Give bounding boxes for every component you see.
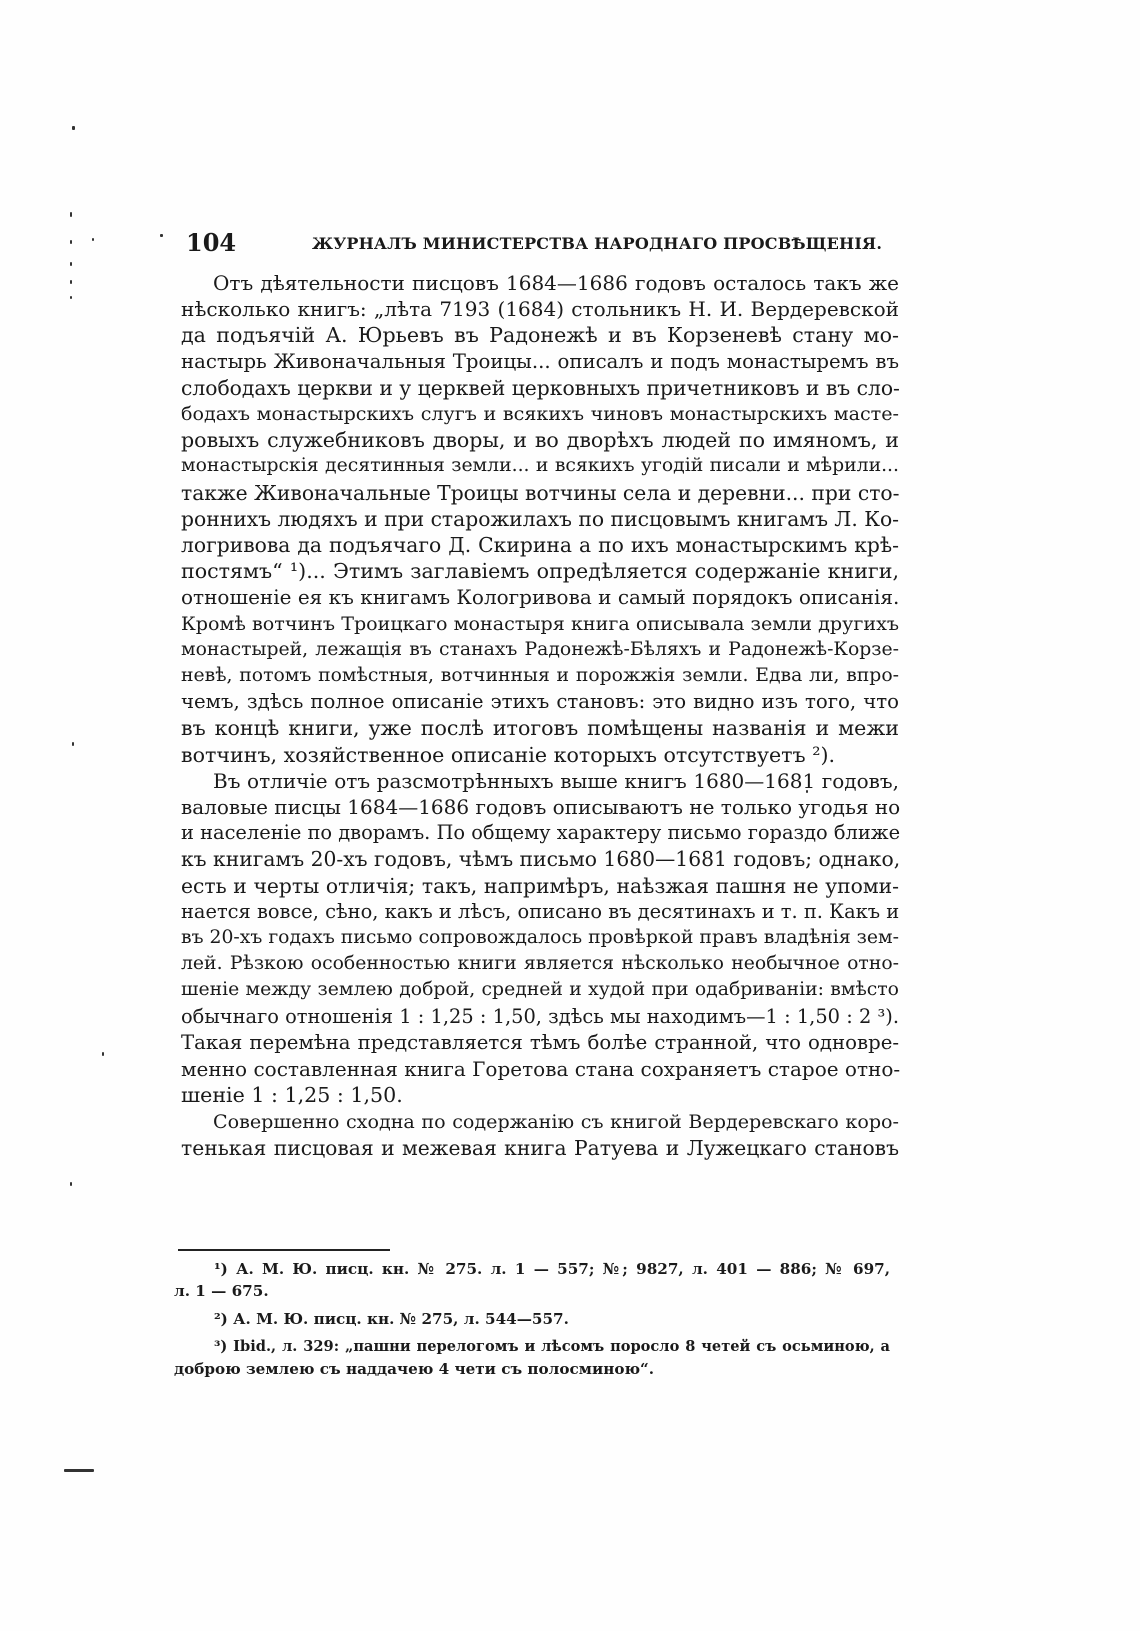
text-line: обычнаго отношенія 1 : 1,25 : 1,50, здѣсь мы находимъ—1 : 1,50 : 2 ³). xyxy=(181,1004,899,1028)
footnote-line: ³) Ibid., л. 329: „пашни перелогомъ и лѣсомъ поросло 8 четей съ осьминою, а xyxy=(214,1338,890,1355)
scan-speck xyxy=(70,1182,72,1186)
scan-speck xyxy=(70,212,72,217)
text-line: монастырей, лежащія въ станахъ Радонежѣ-Бѣляхъ и Радонежѣ-Корзе- xyxy=(181,638,899,660)
footnote-line: ¹) А. М. Ю. писц. кн. № 275. л. 1 — 557; №; 9827, л. 401 — 886; № 697, xyxy=(214,1260,890,1278)
scan-speck xyxy=(70,296,72,299)
scan-speck xyxy=(92,238,94,241)
text-line: валовые писцы 1684—1686 годовъ описываютъ не только угодья но xyxy=(181,795,901,820)
text-line: монастырскія десятинныя земли... и всякихъ угодій писали и мѣрили... xyxy=(181,455,899,477)
text-line: отношеніе ея къ книгамъ Кологривова и самый порядокъ описанія. xyxy=(181,585,900,610)
paragraph xyxy=(181,1109,899,1161)
text-line: лей. Рѣзкою особенностью книги является нѣсколько необычное отно- xyxy=(181,953,899,975)
text-line: есть и черты отличія; такъ, напримѣръ, наѣзжая пашня не упоми- xyxy=(181,873,899,898)
page-header xyxy=(186,228,906,258)
text-line: нѣсколько книгъ: „лѣта 7193 (1684) стольникъ Н. И. Вердеревской xyxy=(181,297,899,322)
body-text xyxy=(181,270,899,1161)
footnotes xyxy=(174,1258,890,1380)
text-line: менно составленная книга Горетова стана сохраняетъ старое отно- xyxy=(181,1057,901,1082)
footnote-line: ²) А. М. Ю. писц. кн. № 275, л. 544—557. xyxy=(214,1310,569,1328)
text-line: Въ отличіе отъ разсмотрѣнныхъ выше книгъ 1680—1681 годовъ, xyxy=(213,768,899,793)
text-line: слободахъ церкви и у церквей церковныхъ причетниковъ и въ сло- xyxy=(181,375,900,400)
text-line: также Живоначальные Троицы вотчины села и деревни... при сто- xyxy=(181,480,900,505)
scan-edge-mark xyxy=(64,1469,94,1472)
text-line: вотчинъ, хозяйственное описаніе которыхъ отсутствуетъ ²). xyxy=(181,742,836,767)
text-line: къ книгамъ 20-хъ годовъ, чѣмъ письмо 1680—1681 годовъ; однако, xyxy=(181,847,901,872)
text-line: чемъ, здѣсь полное описаніе этихъ становъ: это видно изъ того, что xyxy=(181,690,899,714)
text-line: невѣ, потомъ помѣстныя, вотчинныя и порожжія земли. Едва ли, впро- xyxy=(181,665,899,687)
text-line: настырь Живоначальныя Троицы... описалъ и подъ монастыремъ въ xyxy=(181,349,899,373)
text-line: шеніе между землею доброй, средней и худой при одабриваніи: вмѣсто xyxy=(181,979,899,1001)
footnote-line: л. 1 — 675. xyxy=(174,1282,269,1300)
page-number: 104 xyxy=(186,228,237,257)
paragraph xyxy=(181,270,899,768)
text-line: тенькая писцовая и межевая книга Ратуева и Лужецкаго становъ xyxy=(181,1135,899,1160)
text-line: Совершенно сходна по содержанію съ книгой Вердеревскаго коро- xyxy=(213,1109,899,1133)
scan-speck xyxy=(70,240,72,244)
footnote-line: доброю землею съ наддачею 4 чети съ полосминою“. xyxy=(174,1360,655,1378)
text-line: бодахъ монастырскихъ слугъ и всякихъ чиновъ монастырскихъ мастe- xyxy=(181,402,899,426)
text-line: Отъ дѣятельности писцовъ 1684—1686 годовъ осталось такъ же xyxy=(213,271,899,295)
text-line: роннихъ людяхъ и при старожилахъ по писцовымъ книгамъ Л. Ко- xyxy=(181,506,900,531)
scan-speck xyxy=(72,742,74,746)
text-line: да подъячій А. Юрьевъ въ Радонежѣ и въ Корзеневѣ стану мо- xyxy=(181,323,899,348)
text-line: ровыхъ служебниковъ дворы, и во дворѣхъ людей по имяномъ, и xyxy=(181,428,899,453)
scan-speck xyxy=(102,1052,104,1056)
text-line: и населеніе по дворамъ. По общему характеру письмо гораздо ближе xyxy=(181,821,901,845)
text-line: въ 20-хъ годахъ письмо сопровождалось провѣркой правъ владѣнія зем- xyxy=(181,927,899,949)
text-line: Кромѣ вотчинъ Троицкаго монастыря книга описывала земли другихъ xyxy=(181,611,899,635)
text-line: нается вовсе, сѣно, какъ и лѣсъ, описано въ десятинахъ и т. п. Какъ и xyxy=(181,899,900,923)
paragraph xyxy=(181,768,899,1109)
scan-speck xyxy=(72,126,75,130)
scan-speck xyxy=(70,262,72,266)
text-line: логривова да подъячаго Д. Скирина а по ихъ монастырскимъ крѣ- xyxy=(181,533,899,558)
text-line: постямъ“ ¹)... Этимъ заглавіемъ опредѣляется содержаніе книги, xyxy=(181,559,899,584)
scan-speck xyxy=(70,280,72,284)
text-line: шеніе 1 : 1,25 : 1,50. xyxy=(181,1083,403,1108)
footnote-divider xyxy=(178,1249,390,1251)
scan-speck xyxy=(160,234,163,237)
text-line: Такая перемѣна представляется тѣмъ болѣе странной, что одновре- xyxy=(181,1030,899,1054)
text-line: въ концѣ книги, уже послѣ итоговъ помѣщены названія и межи xyxy=(181,716,899,741)
running-title: ЖУРНАЛЪ МИНИСТЕРСТВА НАРОДНАГО ПРОСВѢЩЕНІЯ. xyxy=(312,234,883,253)
